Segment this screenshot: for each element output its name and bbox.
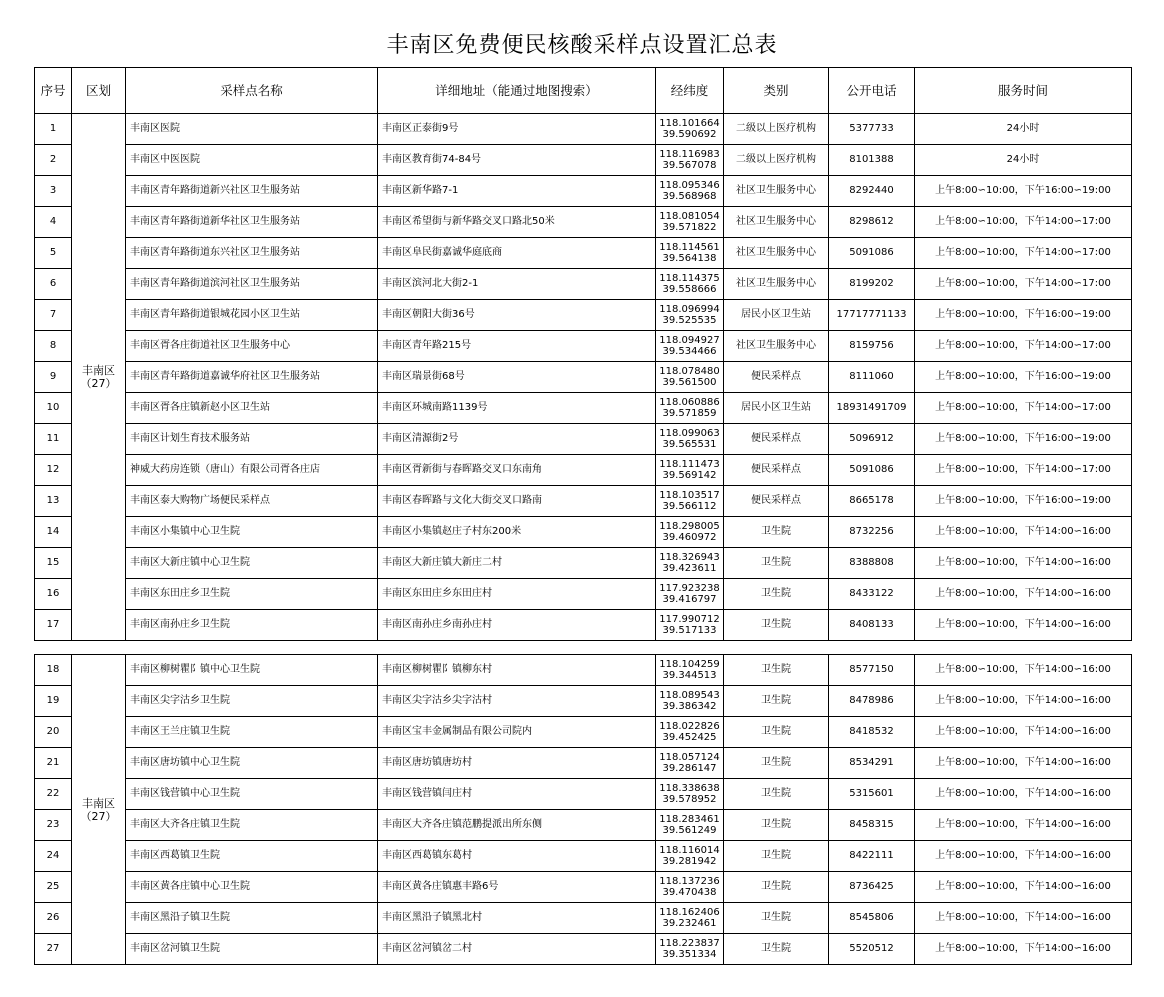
longitude: 118.111473 <box>659 459 720 470</box>
service-hours: 上午8:00∽10:00，下午14:00∽16:00 <box>915 779 1132 810</box>
longitude: 118.162406 <box>659 907 720 918</box>
service-hours: 上午8:00∽10:00，下午14:00∽16:00 <box>915 903 1132 934</box>
service-hours: 上午8:00∽10:00，下午14:00∽17:00 <box>915 269 1132 300</box>
phone-number: 8418532 <box>829 717 915 748</box>
latitude: 39.423611 <box>662 563 717 574</box>
longitude: 118.078480 <box>659 366 720 377</box>
service-hours: 上午8:00∽10:00，下午16:00∽19:00 <box>915 486 1132 517</box>
site-name: 丰南区大齐各庄镇卫生院 <box>126 810 378 841</box>
phone-number: 5520512 <box>829 934 915 965</box>
table-row <box>35 362 1132 393</box>
latitude: 39.565531 <box>662 439 717 450</box>
phone-number: 8111060 <box>829 362 915 393</box>
table-row <box>35 207 1132 238</box>
latitude: 39.561249 <box>662 825 717 836</box>
service-hours: 上午8:00∽10:00，下午14:00∽16:00 <box>915 517 1132 548</box>
latitude: 39.568968 <box>662 191 717 202</box>
service-hours: 上午8:00∽10:00，下午16:00∽19:00 <box>915 424 1132 455</box>
sampling-table-part-2 <box>34 654 1132 965</box>
row-number: 20 <box>35 717 72 748</box>
site-type: 社区卫生服务中心 <box>724 176 829 207</box>
longitude: 118.114375 <box>659 273 720 284</box>
service-hours: 上午8:00∽10:00，下午14:00∽17:00 <box>915 393 1132 424</box>
service-hours: 上午8:00∽10:00，下午14:00∽16:00 <box>915 686 1132 717</box>
longitude: 118.116983 <box>659 149 720 160</box>
table-row <box>35 269 1132 300</box>
site-address: 丰南区清源街2号 <box>378 424 656 455</box>
site-name: 丰南区黄各庄镇中心卫生院 <box>126 872 378 903</box>
coordinates-cell <box>656 717 724 748</box>
latitude: 39.571859 <box>662 408 717 419</box>
site-type: 卫生院 <box>724 841 829 872</box>
table-row <box>35 655 1132 686</box>
site-name: 丰南区钱营镇中心卫生院 <box>126 779 378 810</box>
row-number: 10 <box>35 393 72 424</box>
site-name: 丰南区胥各庄镇新赵小区卫生站 <box>126 393 378 424</box>
table-row <box>35 517 1132 548</box>
phone-number: 17717771133 <box>829 300 915 331</box>
phone-number: 8534291 <box>829 748 915 779</box>
coordinates-cell <box>656 207 724 238</box>
site-name: 丰南区唐坊镇中心卫生院 <box>126 748 378 779</box>
coordinates-cell <box>656 748 724 779</box>
service-hours: 上午8:00∽10:00，下午16:00∽19:00 <box>915 176 1132 207</box>
latitude: 39.232461 <box>662 918 717 929</box>
site-type: 卫生院 <box>724 779 829 810</box>
site-address: 丰南区宝丰金属制品有限公司院内 <box>378 717 656 748</box>
coordinates-cell <box>656 393 724 424</box>
site-name: 丰南区西葛镇卫生院 <box>126 841 378 872</box>
longitude: 118.022826 <box>659 721 720 732</box>
site-type: 便民采样点 <box>724 455 829 486</box>
site-address: 丰南区黄各庄镇惠丰路6号 <box>378 872 656 903</box>
site-type: 卫生院 <box>724 517 829 548</box>
coordinates-cell <box>656 903 724 934</box>
coordinates-cell <box>656 517 724 548</box>
sampling-table-part-1 <box>34 67 1132 641</box>
site-name: 丰南区青年路街道新兴社区卫生服务站 <box>126 176 378 207</box>
site-type: 卫生院 <box>724 810 829 841</box>
site-address: 丰南区希望街与新华路交叉口路北50米 <box>378 207 656 238</box>
latitude: 39.590692 <box>662 129 717 140</box>
header-no: 序号 <box>35 68 72 114</box>
table-row <box>35 717 1132 748</box>
longitude: 118.326943 <box>659 552 720 563</box>
site-name: 丰南区青年路街道银城花园小区卫生站 <box>126 300 378 331</box>
latitude: 39.470438 <box>662 887 717 898</box>
site-name: 丰南区计划生育技术服务站 <box>126 424 378 455</box>
site-type: 二级以上医疗机构 <box>724 114 829 145</box>
site-address: 丰南区阜民街嘉诚华庭底商 <box>378 238 656 269</box>
table-row <box>35 424 1132 455</box>
service-hours: 24小时 <box>915 114 1132 145</box>
table-row <box>35 145 1132 176</box>
phone-number: 8388808 <box>829 548 915 579</box>
row-number: 3 <box>35 176 72 207</box>
site-address: 丰南区尖字沽乡尖字沽村 <box>378 686 656 717</box>
site-address: 丰南区胥新街与春晖路交叉口东南角 <box>378 455 656 486</box>
site-name: 丰南区小集镇中心卫生院 <box>126 517 378 548</box>
latitude: 39.416797 <box>662 594 717 605</box>
longitude: 118.137236 <box>659 876 720 887</box>
table-row <box>35 548 1132 579</box>
longitude: 118.099063 <box>659 428 720 439</box>
row-number: 6 <box>35 269 72 300</box>
row-number: 24 <box>35 841 72 872</box>
phone-number: 8422111 <box>829 841 915 872</box>
phone-number: 8408133 <box>829 610 915 641</box>
service-hours: 24小时 <box>915 145 1132 176</box>
site-address: 丰南区大新庄镇大新庄二村 <box>378 548 656 579</box>
phone-number: 8665178 <box>829 486 915 517</box>
longitude: 117.990712 <box>659 614 720 625</box>
longitude: 118.298005 <box>659 521 720 532</box>
site-type: 卫生院 <box>724 548 829 579</box>
latitude: 39.351334 <box>662 949 717 960</box>
row-number: 26 <box>35 903 72 934</box>
coordinates-cell <box>656 362 724 393</box>
longitude: 118.057124 <box>659 752 720 763</box>
site-name: 丰南区大新庄镇中心卫生院 <box>126 548 378 579</box>
service-hours: 上午8:00∽10:00，下午14:00∽16:00 <box>915 748 1132 779</box>
longitude: 118.094927 <box>659 335 720 346</box>
phone-number: 8478986 <box>829 686 915 717</box>
phone-number: 8732256 <box>829 517 915 548</box>
site-type: 卫生院 <box>724 655 829 686</box>
row-number: 14 <box>35 517 72 548</box>
site-type: 卫生院 <box>724 717 829 748</box>
site-address: 丰南区柳树瞿阝镇柳东村 <box>378 655 656 686</box>
phone-number: 18931491709 <box>829 393 915 424</box>
row-number: 2 <box>35 145 72 176</box>
header-hours: 服务时间 <box>915 68 1132 114</box>
site-name: 丰南区中医医院 <box>126 145 378 176</box>
site-name: 丰南区青年路街道新华社区卫生服务站 <box>126 207 378 238</box>
table-row <box>35 610 1132 641</box>
site-type: 社区卫生服务中心 <box>724 238 829 269</box>
coordinates-cell <box>656 872 724 903</box>
district-cell: 丰南区 （27） <box>72 114 126 641</box>
district-cell: 丰南区 （27） <box>72 655 126 965</box>
row-number: 9 <box>35 362 72 393</box>
longitude: 118.089543 <box>659 690 720 701</box>
table-row <box>35 748 1132 779</box>
row-number: 19 <box>35 686 72 717</box>
row-number: 18 <box>35 655 72 686</box>
site-address: 丰南区黑沿子镇黑北村 <box>378 903 656 934</box>
row-number: 11 <box>35 424 72 455</box>
coordinates-cell <box>656 934 724 965</box>
row-number: 1 <box>35 114 72 145</box>
site-address: 丰南区新华路7-1 <box>378 176 656 207</box>
longitude: 118.104259 <box>659 659 720 670</box>
longitude: 118.095346 <box>659 180 720 191</box>
table-row <box>35 176 1132 207</box>
service-hours: 上午8:00∽10:00，下午14:00∽17:00 <box>915 238 1132 269</box>
site-address: 丰南区南孙庄乡南孙庄村 <box>378 610 656 641</box>
longitude: 118.338638 <box>659 783 720 794</box>
site-address: 丰南区岔河镇岔二村 <box>378 934 656 965</box>
coordinates-cell <box>656 269 724 300</box>
row-number: 15 <box>35 548 72 579</box>
latitude: 39.564138 <box>662 253 717 264</box>
longitude: 118.081054 <box>659 211 720 222</box>
site-address: 丰南区瑞景街68号 <box>378 362 656 393</box>
service-hours: 上午8:00∽10:00，下午16:00∽19:00 <box>915 362 1132 393</box>
coordinates-cell <box>656 610 724 641</box>
table-row <box>35 114 1132 145</box>
table-row <box>35 393 1132 424</box>
site-name: 丰南区王兰庄镇卫生院 <box>126 717 378 748</box>
table-row <box>35 810 1132 841</box>
coordinates-cell <box>656 810 724 841</box>
service-hours: 上午8:00∽10:00，下午14:00∽17:00 <box>915 455 1132 486</box>
site-address: 丰南区东田庄乡东田庄村 <box>378 579 656 610</box>
phone-number: 5091086 <box>829 455 915 486</box>
site-type: 卫生院 <box>724 903 829 934</box>
coordinates-cell <box>656 655 724 686</box>
phone-number: 5096912 <box>829 424 915 455</box>
site-type: 社区卫生服务中心 <box>724 269 829 300</box>
coordinates-cell <box>656 779 724 810</box>
row-number: 12 <box>35 455 72 486</box>
phone-number: 8199202 <box>829 269 915 300</box>
site-name: 丰南区东田庄乡卫生院 <box>126 579 378 610</box>
site-name: 神威大药房连锁（唐山）有限公司胥各庄店 <box>126 455 378 486</box>
row-number: 17 <box>35 610 72 641</box>
latitude: 39.571822 <box>662 222 717 233</box>
latitude: 39.525535 <box>662 315 717 326</box>
table-row <box>35 841 1132 872</box>
site-address: 丰南区青年路215号 <box>378 331 656 362</box>
row-number: 4 <box>35 207 72 238</box>
phone-number: 8458315 <box>829 810 915 841</box>
longitude: 118.283461 <box>659 814 720 825</box>
header-district: 区划 <box>72 68 126 114</box>
site-address: 丰南区西葛镇东葛村 <box>378 841 656 872</box>
table-row <box>35 331 1132 362</box>
service-hours: 上午8:00∽10:00，下午14:00∽16:00 <box>915 872 1132 903</box>
longitude: 118.060886 <box>659 397 720 408</box>
header-name: 采样点名称 <box>126 68 378 114</box>
latitude: 39.344513 <box>662 670 717 681</box>
longitude: 118.101664 <box>659 118 720 129</box>
site-type: 社区卫生服务中心 <box>724 207 829 238</box>
phone-number: 8159756 <box>829 331 915 362</box>
coordinates-cell <box>656 331 724 362</box>
coordinates-cell <box>656 455 724 486</box>
longitude: 118.103517 <box>659 490 720 501</box>
site-type: 居民小区卫生站 <box>724 300 829 331</box>
longitude: 118.223837 <box>659 938 720 949</box>
longitude: 118.114561 <box>659 242 720 253</box>
row-number: 22 <box>35 779 72 810</box>
header-phone: 公开电话 <box>829 68 915 114</box>
latitude: 39.558666 <box>662 284 717 295</box>
row-number: 27 <box>35 934 72 965</box>
site-name: 丰南区医院 <box>126 114 378 145</box>
phone-number: 8545806 <box>829 903 915 934</box>
service-hours: 上午8:00∽10:00，下午16:00∽19:00 <box>915 300 1132 331</box>
site-name: 丰南区泰大购物广场便民采样点 <box>126 486 378 517</box>
latitude: 39.534466 <box>662 346 717 357</box>
latitude: 39.286147 <box>662 763 717 774</box>
coordinates-cell <box>656 238 724 269</box>
site-type: 二级以上医疗机构 <box>724 145 829 176</box>
latitude: 39.567078 <box>662 160 717 171</box>
service-hours: 上午8:00∽10:00，下午14:00∽17:00 <box>915 207 1132 238</box>
table-header-row <box>35 68 1132 114</box>
row-number: 25 <box>35 872 72 903</box>
site-address: 丰南区唐坊镇唐坊村 <box>378 748 656 779</box>
site-name: 丰南区胥各庄街道社区卫生服务中心 <box>126 331 378 362</box>
service-hours: 上午8:00∽10:00，下午14:00∽16:00 <box>915 579 1132 610</box>
site-type: 便民采样点 <box>724 424 829 455</box>
longitude: 117.923238 <box>659 583 720 594</box>
table-row <box>35 686 1132 717</box>
service-hours: 上午8:00∽10:00，下午14:00∽16:00 <box>915 655 1132 686</box>
site-address: 丰南区环城南路1139号 <box>378 393 656 424</box>
latitude: 39.460972 <box>662 532 717 543</box>
phone-number: 5091086 <box>829 238 915 269</box>
row-number: 13 <box>35 486 72 517</box>
service-hours: 上午8:00∽10:00，下午14:00∽16:00 <box>915 841 1132 872</box>
site-type: 卫生院 <box>724 748 829 779</box>
site-address: 丰南区春晖路与文化大街交叉口路南 <box>378 486 656 517</box>
site-name: 丰南区柳树瞿阝镇中心卫生院 <box>126 655 378 686</box>
service-hours: 上午8:00∽10:00，下午14:00∽16:00 <box>915 717 1132 748</box>
longitude: 118.116014 <box>659 845 720 856</box>
row-number: 7 <box>35 300 72 331</box>
phone-number: 8298612 <box>829 207 915 238</box>
phone-number: 8577150 <box>829 655 915 686</box>
row-number: 5 <box>35 238 72 269</box>
service-hours: 上午8:00∽10:00，下午14:00∽16:00 <box>915 810 1132 841</box>
header-coordinates: 经纬度 <box>656 68 724 114</box>
coordinates-cell <box>656 300 724 331</box>
service-hours: 上午8:00∽10:00，下午14:00∽16:00 <box>915 610 1132 641</box>
table-row <box>35 579 1132 610</box>
coordinates-cell <box>656 486 724 517</box>
table-row <box>35 455 1132 486</box>
coordinates-cell <box>656 176 724 207</box>
latitude: 39.578952 <box>662 794 717 805</box>
coordinates-cell <box>656 114 724 145</box>
site-name: 丰南区青年路街道滨河社区卫生服务站 <box>126 269 378 300</box>
site-address: 丰南区正泰街9号 <box>378 114 656 145</box>
row-number: 8 <box>35 331 72 362</box>
coordinates-cell <box>656 686 724 717</box>
latitude: 39.561500 <box>662 377 717 388</box>
latitude: 39.517133 <box>662 625 717 636</box>
coordinates-cell <box>656 145 724 176</box>
table-row <box>35 872 1132 903</box>
latitude: 39.569142 <box>662 470 717 481</box>
phone-number: 8736425 <box>829 872 915 903</box>
site-address: 丰南区滨河北大街2-1 <box>378 269 656 300</box>
latitude: 39.281942 <box>662 856 717 867</box>
site-name: 丰南区岔河镇卫生院 <box>126 934 378 965</box>
site-type: 社区卫生服务中心 <box>724 331 829 362</box>
table-row <box>35 300 1132 331</box>
service-hours: 上午8:00∽10:00，下午14:00∽17:00 <box>915 331 1132 362</box>
service-hours: 上午8:00∽10:00，下午14:00∽16:00 <box>915 934 1132 965</box>
site-name: 丰南区青年路街道嘉诚华府社区卫生服务站 <box>126 362 378 393</box>
site-type: 居民小区卫生站 <box>724 393 829 424</box>
table-row <box>35 238 1132 269</box>
site-address: 丰南区钱营镇闫庄村 <box>378 779 656 810</box>
phone-number: 8292440 <box>829 176 915 207</box>
page-title: 丰南区免费便民核酸采样点设置汇总表 <box>386 33 778 58</box>
coordinates-cell <box>656 579 724 610</box>
table-row <box>35 486 1132 517</box>
row-number: 21 <box>35 748 72 779</box>
site-type: 便民采样点 <box>724 486 829 517</box>
latitude: 39.386342 <box>662 701 717 712</box>
service-hours: 上午8:00∽10:00，下午14:00∽16:00 <box>915 548 1132 579</box>
site-type: 卫生院 <box>724 610 829 641</box>
site-address: 丰南区大齐各庄镇范鹏提派出所东侧 <box>378 810 656 841</box>
site-name: 丰南区青年路街道东兴社区卫生服务站 <box>126 238 378 269</box>
phone-number: 5315601 <box>829 779 915 810</box>
site-type: 卫生院 <box>724 934 829 965</box>
table-row <box>35 903 1132 934</box>
longitude: 118.096994 <box>659 304 720 315</box>
header-type: 类别 <box>724 68 829 114</box>
phone-number: 8433122 <box>829 579 915 610</box>
site-type: 卫生院 <box>724 579 829 610</box>
phone-number: 8101388 <box>829 145 915 176</box>
table-row <box>35 779 1132 810</box>
site-type: 卫生院 <box>724 872 829 903</box>
coordinates-cell <box>656 548 724 579</box>
header-address: 详细地址（能通过地图搜索） <box>378 68 656 114</box>
site-type: 卫生院 <box>724 686 829 717</box>
row-number: 23 <box>35 810 72 841</box>
site-address: 丰南区朝阳大街36号 <box>378 300 656 331</box>
site-name: 丰南区黑沿子镇卫生院 <box>126 903 378 934</box>
coordinates-cell <box>656 841 724 872</box>
site-name: 丰南区尖字沽乡卫生院 <box>126 686 378 717</box>
coordinates-cell <box>656 424 724 455</box>
row-number: 16 <box>35 579 72 610</box>
table-row <box>35 934 1132 965</box>
phone-number: 5377733 <box>829 114 915 145</box>
site-type: 便民采样点 <box>724 362 829 393</box>
latitude: 39.452425 <box>662 732 717 743</box>
site-name: 丰南区南孙庄乡卫生院 <box>126 610 378 641</box>
site-address: 丰南区小集镇赵庄子村东200米 <box>378 517 656 548</box>
site-address: 丰南区教育街74-84号 <box>378 145 656 176</box>
latitude: 39.566112 <box>662 501 717 512</box>
